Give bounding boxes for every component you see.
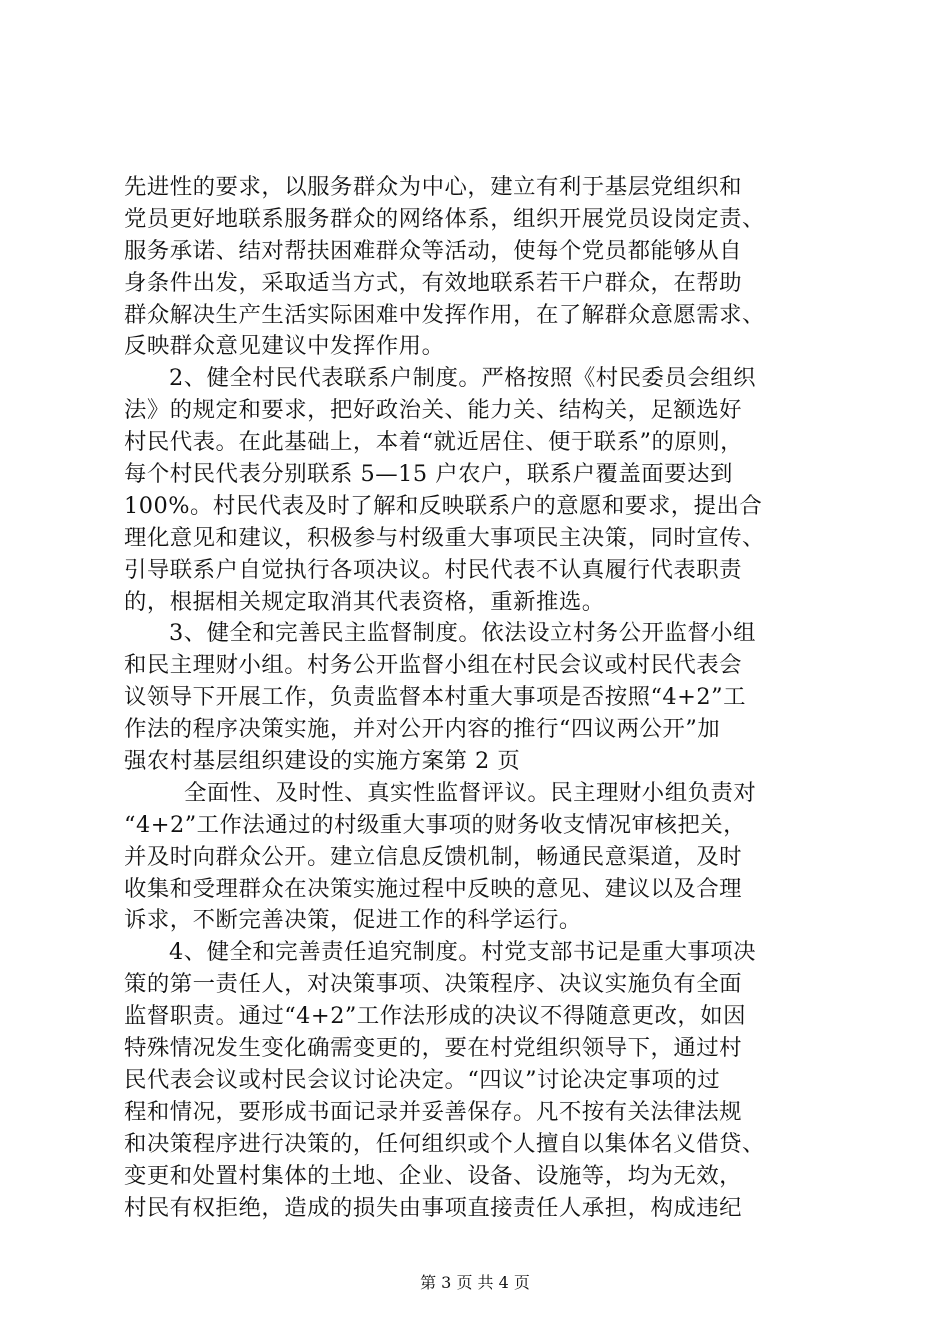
text-line: 的，根据相关规定取消其代表资格，重新推选。 — [124, 588, 605, 615]
text-line: 身条件出发，采取适当方式，有效地联系若干户群众，在帮助 — [124, 269, 743, 296]
text-line: 策的第一责任人，对决策事项、决策程序、决议实施负有全面 — [124, 971, 743, 998]
text-line: 群众解决生产生活实际困难中发挥作用，在了解群众意愿需求、 — [124, 301, 765, 328]
text-line: 强农村基层组织建设的实施方案第 2 页 — [124, 748, 521, 775]
text-line: 100%。村民代表及时了解和反映联系户的意愿和要求，提出合 — [124, 492, 763, 519]
text-line: 诉求，不断完善决策，促进工作的科学运行。 — [124, 907, 582, 934]
text-line: 和民主理财小组。村务公开监督小组在村民会议或村民代表会 — [124, 652, 743, 679]
text-line: 作法的程序决策实施，并对公开内容的推行“四议两公开”加 — [124, 716, 721, 743]
text-line: 每个村民代表分别联系 5—15 户农户，联系户覆盖面要达到 — [124, 461, 733, 488]
page-footer: 第 3 页 共 4 页 — [420, 1273, 530, 1292]
text-line: 引导联系户自觉执行各项决议。村民代表不认真履行代表职责 — [124, 556, 743, 583]
text-line: 变更和处置村集体的土地、企业、设备、设施等，均为无效， — [124, 1162, 743, 1189]
text-line: “4+2”工作法通过的村级重大事项的财务收支情况审核把关， — [124, 811, 747, 838]
text-line: 法》的规定和要求，把好政治关、能力关、结构关，足额选好 — [124, 397, 743, 424]
text-line: 村民有权拒绝，造成的损失由事项直接责任人承担，构成违纪 — [124, 1194, 743, 1221]
text-line: 3、健全和完善民主监督制度。依法设立村务公开监督小组 — [169, 620, 757, 647]
text-line: 党员更好地联系服务群众的网络体系，组织开展党员设岗定责、 — [124, 205, 765, 232]
text-line: 民代表会议或村民会议讨论决定。“四议”讨论决定事项的过 — [124, 1066, 721, 1093]
text-line: 先进性的要求，以服务群众为中心，建立有利于基层党组织和 — [124, 174, 743, 200]
text-line: 反映群众意见建议中发挥作用。 — [124, 333, 445, 360]
document-body — [124, 172, 836, 1224]
text-line: 理化意见和建议，积极参与村级重大事项民主决策，同时宣传、 — [124, 524, 765, 551]
text-line: 程和情况，要形成书面记录并妥善保存。凡不按有关法律法规 — [124, 1098, 743, 1125]
text-line: 2、健全村民代表联系户制度。严格按照《村民委员会组织 — [169, 365, 757, 392]
text-line: 4、健全和完善责任追究制度。村党支部书记是重大事项决 — [169, 939, 757, 966]
text-line: 议领导下开展工作，负责监督本村重大事项是否按照“4+2”工 — [124, 684, 747, 711]
text-line: 村民代表。在此基础上，本着“就近居住、便于联系”的原则， — [124, 429, 744, 456]
text-line: 特殊情况发生变化确需变更的，要在村党组织领导下，通过村 — [124, 1035, 743, 1062]
text-line: 全面性、及时性、真实性监督评议。民主理财小组负责对 — [184, 779, 757, 806]
text-line: 和决策程序进行决策的，任何组织或个人擅自以集体名义借贷、 — [124, 1130, 765, 1157]
text-line: 收集和受理群众在决策实施过程中反映的意见、建议以及合理 — [124, 875, 743, 902]
text-line: 监督职责。通过“4+2”工作法形成的决议不得随意更改，如因 — [124, 1003, 747, 1030]
text-line: 并及时向群众公开。建立信息反馈机制，畅通民意渠道，及时 — [124, 843, 743, 870]
text-line: 服务承诺、结对帮扶困难群众等活动，使每个党员都能够从自 — [124, 237, 743, 264]
